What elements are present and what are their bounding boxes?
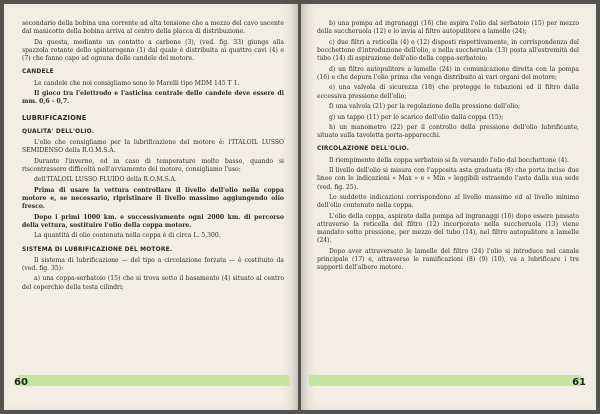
- paragraph: dell'ITALOIL LUSSO FLUIDO della R.O.M.S.A.: [34, 176, 177, 184]
- right-page-text: [317, 20, 579, 275]
- footer-bar: [18, 375, 290, 386]
- paragraph: Le candele che noi consigliamo sono le Marelli tipo MDM 145 T 1.: [34, 79, 240, 87]
- left-page-text: [22, 20, 284, 294]
- list-item: f) una valvola (21) per la regolazione della pressione dell'olio;: [329, 103, 521, 111]
- list-item: a) una coppa-serbatoio (15) che si trova sotto il basamento (4) situato al centro del coperchio della testa cilindri;: [22, 275, 284, 291]
- paragraph: Da questa, mediante un contatto a carbone (3), (ved. fig. 33) giunge alla spazzola rotante dello spinterogeno (1) dal quale è distribuita ai quattro cavi (4) e (7) che fanno capo ad ognuna delle candele del motore.: [22, 38, 284, 63]
- left-page: [4, 4, 298, 410]
- list-item: d) un filtro autopulitore a lamelle (24) in comunicazione diretta con la pompa (16) e che depura l'olio prima che venga distribuito ai vari organi del motore;: [317, 65, 579, 81]
- subheading-qualita: QUALITA' DELL'OLIO.: [22, 128, 95, 135]
- list-item: b) una pompa ad ingranaggi (16) che aspira l'olio dal serbatoio (15) per mezzo della succheruola (12) e lo invia al filtro autopulitore a lamelle (24);: [317, 20, 579, 36]
- page-number: 61: [572, 377, 586, 388]
- paragraph: La quantità di olio contenuta nella coppa è di circa L. 5,300.: [34, 232, 221, 240]
- paragraph: Il riempimento della coppa serbatoio si fa versando l'olio dal bocchettone (4).: [329, 156, 569, 164]
- paragraph: Le suddette indicazioni corrispondono al livello massimo ed al livello minimo dell'olio contenuto nella coppa.: [317, 194, 579, 210]
- bold-paragraph: Dopo i primi 1000 km. e successivamente ogni 2000 km. di percorso della vettura, sostituire l'olio della coppa motore.: [22, 213, 284, 229]
- page-number: 60: [14, 377, 28, 388]
- paragraph: L'olio della coppa, aspirato dalla pompa ad ingranaggi (16) dopo essere passato attraverso la reticella del filtro (12) incorporato nella succheruola (13) viene mandato sotto pressione, per mezzo del tubo (14), nel filtro autopulitore a lamelle (24).: [317, 212, 579, 245]
- paragraph: L'olio che consigliamo per la lubrificazione del motore è: l'ITALOIL LUSSO SEMIDENSO della R.O.M.S.A.: [22, 138, 284, 155]
- bold-paragraph: Prima di usare la vettura controllare il livello dell'olio nella coppa motore e, se necessario, ripristinare il livello massimo aggiungendo olio fresco.: [22, 186, 284, 211]
- section-heading-lubrificazione: LUBRIFICAZIONE: [22, 114, 87, 123]
- footer-bar: [309, 375, 581, 386]
- paragraph: Durante l'inverno, ed in caso di temperature molto basse, quando si riscontrassero difficoltà nell'avviamento del motore, consigliamo l'uso:: [22, 157, 284, 173]
- paragraph: Il livello dell'olio si misura con l'apposita asta graduata (8) che porta incise due linee con le indicazioni « Max » e « Min » leggibili estraendo l'asta dalla sua sede (ved. fig. 25).: [317, 167, 579, 191]
- right-page: [301, 4, 596, 410]
- section-heading-candele: CANDELE: [22, 69, 54, 76]
- list-item: e) una valvola di sicurezza (18) che protegge le tubazioni ed il filtro dalla eccessiva pressione dell'olio;: [317, 84, 579, 100]
- list-item: c) due filtri a reticella (4) e (12) disposti rispettivamente, in corrispondenza del bocchettone d'introduzione dell'olio, e nella succheruola (13) posta all'estremità del tubo (14) di aspirazione dell'olio della coppa-serbatoio;: [317, 38, 579, 63]
- paragraph: Dopo aver attraversato le lamelle del filtro (24) l'olio si introduce nel canale principale (17) e, attraverso le ramificazioni (8) (9) (10), va a lubrificare i tre supporti dell'albero motore.: [317, 247, 579, 272]
- list-item: g) un tappo (11) per lo scarico dell'olio dalla coppa (15);: [329, 113, 504, 121]
- paragraph: Il sistema di lubrificazione — del tipo a circolazione forzata — è costituito da (ved. fig. 35):: [22, 256, 284, 272]
- list-item: h) un manometro (22) per il controllo della pressione dell'olio lubrificante, situato sulla tavoletta porta-apparecchi.: [317, 124, 579, 140]
- section-heading-circolazione: CIRCOLAZIONE DELL'OLIO.: [317, 146, 410, 153]
- paragraph: secondario della bobina una corrente ad alta tensione che a mezzo del cavo uscente dal manicotto della bobina arriva al centro della placca di distribuzione.: [22, 20, 284, 36]
- bold-paragraph: Il gioco tra l'elettrodo e l'asticina centrale delle candele deve essere di mm. 0,6 - 0,7.: [22, 90, 284, 106]
- subheading-sistema: SISTEMA DI LUBRIFICAZIONE DEL MOTORE.: [22, 246, 173, 253]
